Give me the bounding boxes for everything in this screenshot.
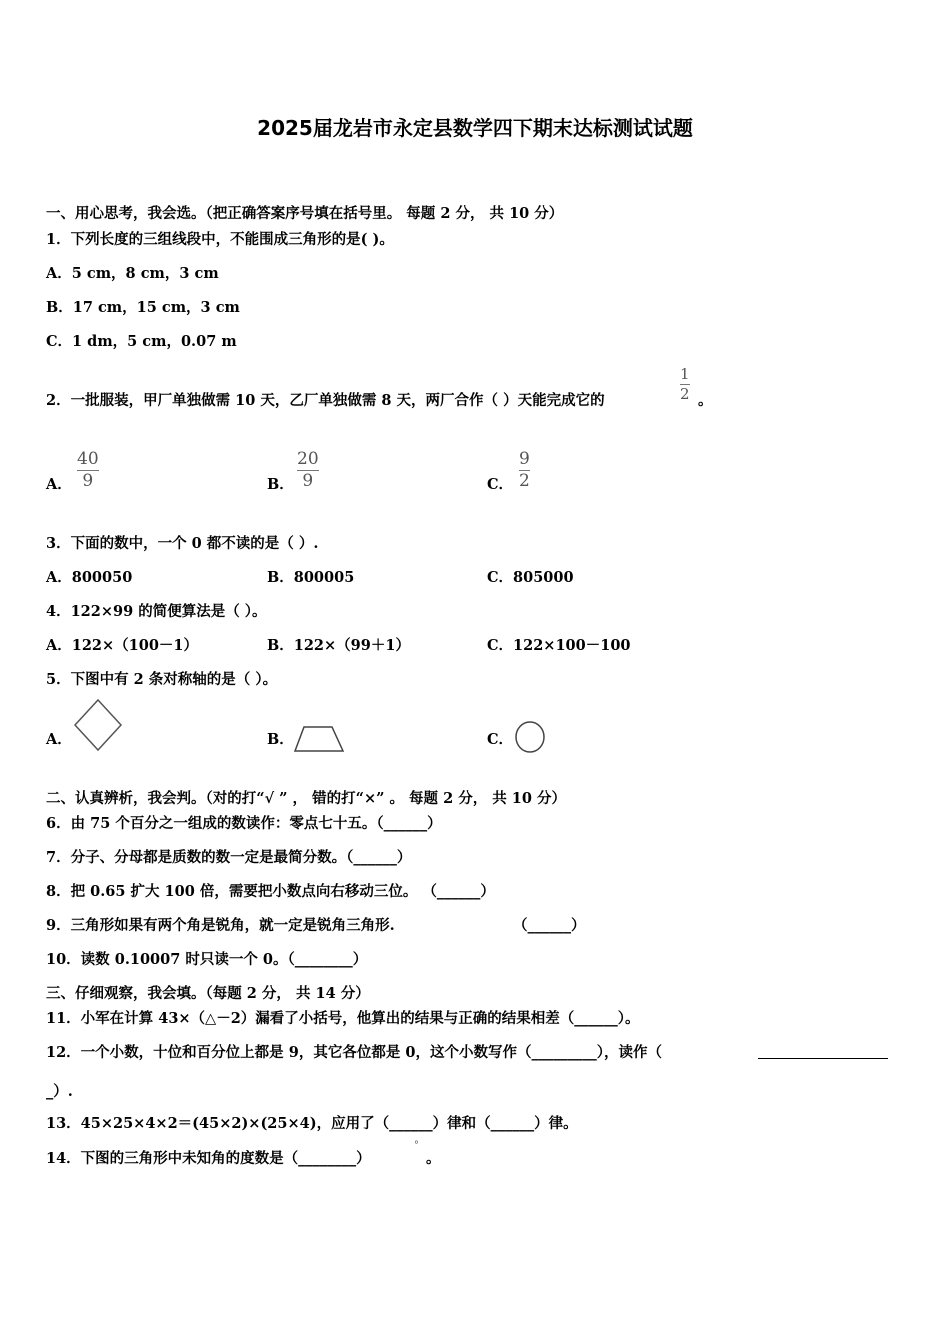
q4-stem: 4．122×99 的简便算法是（ ）。 — [46, 603, 267, 620]
fraction-denominator: 9 — [302, 471, 314, 491]
q14-stem: 14．下图的三角形中未知角的度数是（________） — [46, 1150, 371, 1167]
trapezoid-shape — [292, 722, 346, 754]
q12-read-blank[interactable] — [758, 1044, 888, 1063]
q5-option-b-label: B． — [267, 731, 294, 748]
q5-stem: 5．下图中有 2 条对称轴的是（ ）。 — [46, 671, 278, 688]
q9-stem: 9．三角形如果有两个角是锐角，就一定是锐角三角形. — [46, 917, 395, 934]
q1-option-b: B．17 cm，15 cm，3 cm — [46, 299, 240, 316]
q1-stem: 1．下列长度的三组线段中，不能围成三角形的是( )。 — [46, 231, 394, 248]
q10-stem: 10．读数 0.10007 时只读一个 0。（________） — [46, 951, 368, 968]
fraction-denominator: 2 — [680, 385, 690, 403]
q3-stem: 3．下面的数中，一个 0 都不读的是（ ）. — [46, 535, 319, 552]
q2-stem-end: 。 — [698, 392, 713, 409]
q2-option-b-label: B． — [267, 476, 294, 493]
q6-stem: 6．由 75 个百分之一组成的数读作：零点七十五。（______） — [46, 815, 442, 832]
fraction-numerator: 9 — [519, 449, 530, 469]
fraction-numerator: 20 — [297, 449, 319, 469]
q13-stem: 13．45×25×4×2＝(45×2)×(25×4)，应用了（______）律和（______）律。 — [46, 1115, 578, 1132]
q12-stem-line2: _）. — [46, 1083, 73, 1100]
fraction-denominator: 9 — [82, 471, 94, 491]
q2-option-c-fraction — [519, 449, 530, 490]
q4-option-a: A．122×（100－1） — [46, 637, 199, 654]
fraction-numerator: 40 — [77, 449, 99, 469]
q2-option-c-label: C． — [487, 476, 514, 493]
section2-heading: 二、认真辨析，我会判。（对的打“√ ” ， 错的打“×” 。 每题 2 分， 共 10 分） — [46, 790, 567, 807]
q2-option-b-fraction — [297, 449, 319, 490]
q7-stem: 7．分子、分母都是质数的数一定是最简分数。（______） — [46, 849, 412, 866]
q1-option-c: C．1 dm，5 cm，0.07 m — [46, 333, 237, 350]
q2-option-a-label: A． — [46, 476, 72, 493]
q14-stem-end: 。 — [426, 1150, 441, 1167]
q2-option-a-fraction — [77, 449, 99, 490]
section3-heading: 三、仔细观察，我会填。（每题 2 分， 共 14 分） — [46, 985, 370, 1002]
q3-option-a: A．800050 — [46, 569, 133, 586]
q5-option-c-label: C． — [487, 731, 514, 748]
q3-option-c: C．805000 — [487, 569, 574, 586]
rhombus-shape — [72, 698, 124, 754]
degree-mark: ° — [414, 1140, 419, 1151]
q9-answer-blank[interactable]: （______） — [513, 917, 586, 934]
q2-stem-fraction — [680, 364, 690, 402]
section1-heading: 一、用心思考，我会选。（把正确答案序号填在括号里。 每题 2 分， 共 10 分） — [46, 205, 564, 222]
page-title: 2025届龙岩市永定县数学四下期末达标测试试题 — [257, 116, 693, 140]
q5-option-a-label: A． — [46, 731, 72, 748]
q3-option-b: B．800005 — [267, 569, 355, 586]
fraction-numerator: 1 — [680, 365, 690, 383]
q8-stem: 8．把 0.65 扩大 100 倍，需要把小数点向右移动三位。 （______） — [46, 883, 495, 900]
q2-stem: 2．一批服装，甲厂单独做需 10 天，乙厂单独做需 8 天，两厂合作（ ）天能完成它的 — [46, 392, 605, 409]
circle-shape — [512, 719, 548, 755]
q1-option-a: A．5 cm，8 cm，3 cm — [46, 265, 219, 282]
fraction-denominator: 2 — [519, 471, 530, 491]
q4-option-b: B．122×（99＋1） — [267, 637, 410, 654]
q4-option-c: C．122×100－100 — [487, 637, 631, 654]
q11-stem: 11．小军在计算 43×（△－2）漏看了小括号，他算出的结果与正确的结果相差（______）。 — [46, 1010, 640, 1027]
q12-stem-line1: 12．一个小数，十位和百分位上都是 9，其它各位都是 0，这个小数写作（_________），读作（ — [46, 1044, 662, 1061]
